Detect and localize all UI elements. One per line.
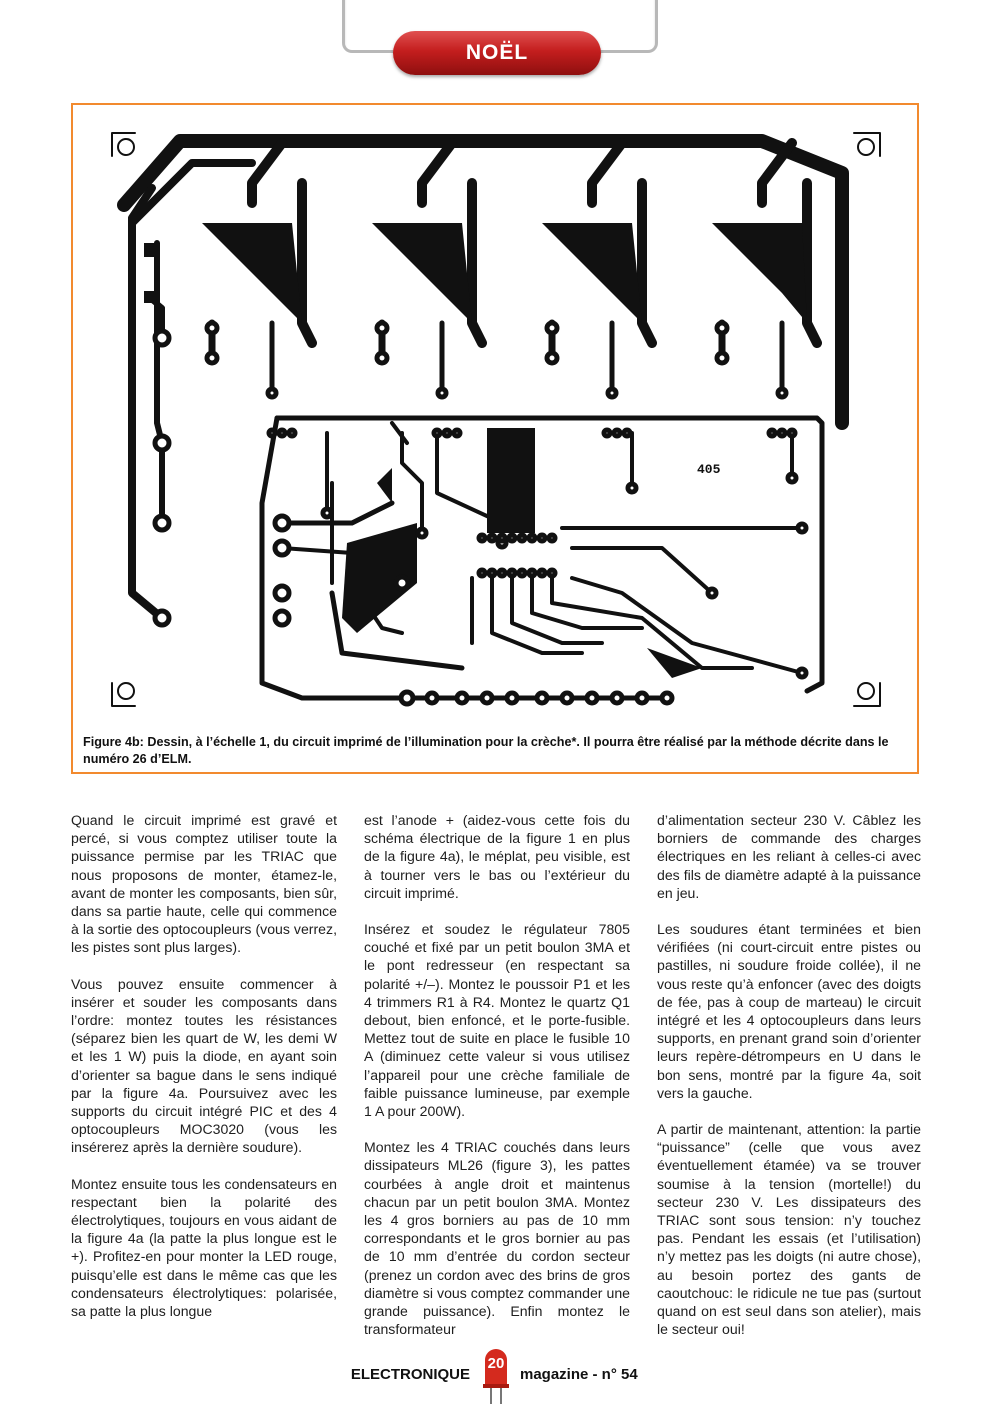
- column-3: [657, 811, 921, 1356]
- paragraph: Montez ensuite tous les condensateurs en respectant bien la polarité des électrolytiques, toujours en vous aidant de la figure 4a (la patte la plus longue est le +). Profitez-en pour monter la LED rouge, puisqu’elle est dans le même cas que les condensateurs électrolytiques: polarisée, sa patte la plus longue: [71, 1175, 337, 1320]
- paragraph: Les soudures étant terminées et bien vérifiées (ni court-circuit entre pistes ou pastilles, ni soudure froide collée), il ne vous reste qu’à enfoncer (avec des doigts de fée, pas à coup de marteau) le circuit intégré et les 4 optocoupleurs dans leurs supports, en prenant grand soin d’orienter leurs repère-détrompeurs en U dans le bon sens, montré par la figure 4a, soit vers la gauche.: [657, 921, 921, 1101]
- paragraph: Montez les 4 TRIAC couchés dans leurs dissipateurs ML26 (figure 3), les pattes courbées à angle droit et maintenus chacun par un petit boulon 3MA. Montez les 4 gros borniers au pas de 10 mm correspondants et le gros bornier au pas de 10 mm d’entrée du cordon secteur (prenez un cordon avec des brins de gros diamètre si vous comptez commander une grande puissance). Enfin montez le transformateur: [364, 1139, 630, 1338]
- pcb-label: 405: [697, 462, 721, 477]
- section-tab: [393, 31, 601, 75]
- column-2: [364, 811, 630, 1356]
- paragraph: Vous pouvez ensuite commencer à insérer et souder les composants dans l’ordre: montez toutes les résistances (séparez bien les quart de W, les demi W et les 1 W) puis la diode, en ayant soin d’orienter sa bague dans le sens indiqué par la figure 4a. Poursuivez avec les supports du circuit intégré PIC et des 4 optocoupleurs MOC3020 (vous les insérerez après la dernière soudure).: [71, 975, 337, 1156]
- figure-box: [71, 103, 919, 774]
- paragraph: Insérez et soudez le régulateur 7805 couché et fixé par un petit boulon 3MA et le pont redresseur (en respectant sa polarité +/–). Montez le poussoir P1 et les 4 trimmers R1 à R4. Montez le quartz Q1 debout, bien enfoncé, et le porte-fusible. Mettez tout de suite en place le fusible 10 A (diminuez cette valeur si vous utilisez l’appareil pour une crèche familiale de faible puissance lumineuse, par exemple 1 A pour 200W).: [364, 921, 630, 1120]
- page-number: 20: [487, 1355, 505, 1372]
- magazine-name: ELECTRONIQUE: [350, 1366, 470, 1383]
- figure-caption: Figure 4b: Dessin, à l’échelle 1, du circuit imprimé de l’illumination pour la crèche*. Il pourra être réalisé par la méthode décrite dans le numéro 26 d’ELM.: [83, 735, 889, 766]
- paragraph: d’alimentation secteur 230 V. Câblez les borniers de commande des charges électriques en les reliant à celles-ci avec des fils de diamètre adapté à la puissance en jeu.: [657, 812, 921, 901]
- column-1: [71, 811, 337, 1338]
- issue-number: magazine - n° 54: [520, 1366, 638, 1383]
- pcb-drawing: [102, 123, 892, 713]
- paragraph: Quand le circuit imprimé est gravé et percé, si vous comptez utiliser toute la puissance permise par les TRIAC que nous proposons de monter, étamez-le, avant de monter les composants, bien sûr, dans sa partie haute, celle qui commence à la sortie des optocoupleurs (vous verrez, les pistes sont plus larges).: [71, 812, 337, 956]
- section-title: NOËL: [465, 41, 529, 64]
- paragraph: A partir de maintenant, attention: la partie “puissance” (celle que vous avez éventuellement étamée) va se trouver soumise à la tension (mortelle!) du secteur 230 V. Les dissipateurs des TRIAC sont sous tension: n’y touchez pas. Pendant les essais (et l’utilisation) n’y mettez pas les doigts (ni autre chose), au besoin portez des gants de caoutchouc: le ridicule ne tue pas (surtout quand on est seul dans son atelier), mais le secteur oui!: [657, 1121, 921, 1338]
- paragraph: est l’anode + (aidez-vous cette fois du schéma électrique de la figure 1 en plus de la figure 4a), le méplat, peu visible, est à tourner vers le bas ou l’extérieur du circuit imprimé.: [364, 812, 630, 901]
